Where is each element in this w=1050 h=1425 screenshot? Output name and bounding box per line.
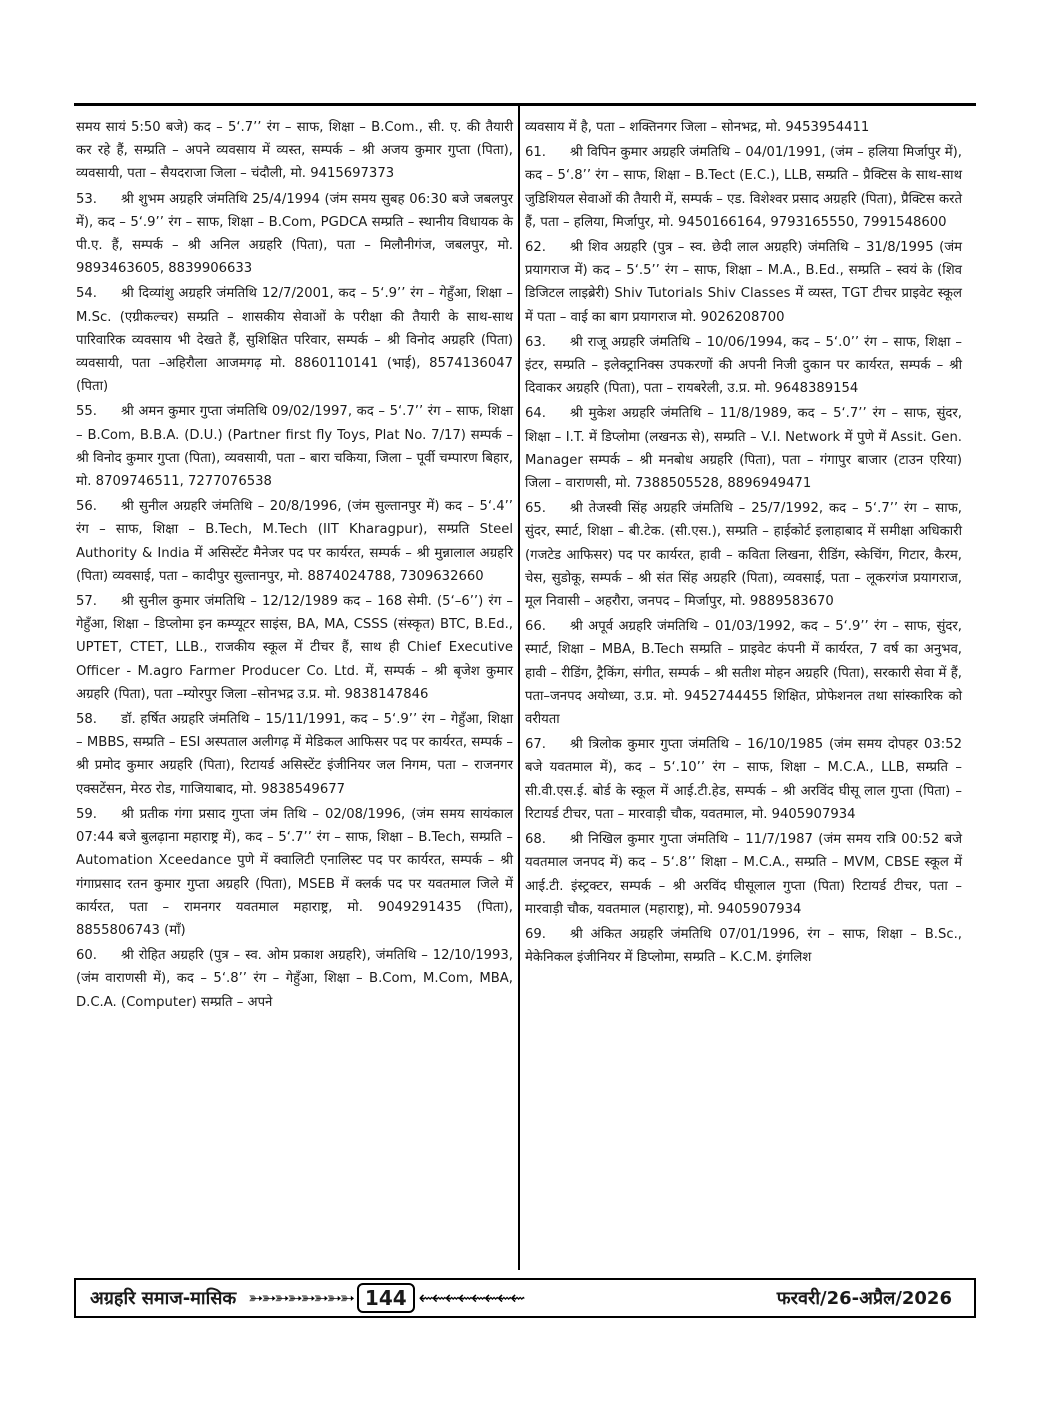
entry-text: श्री मुकेश अग्रहरि जंमतिथि – 11/8/1989, कद – 5‘.7’’ रंग – साफ, सुंदर, शिक्षा – I.T. में डिप्लोमा (लखनऊ से), सम्प्रति – V.I. Network में पुणे में Assit. Gen. Manager सम्पर्क – श्री मनबोध अग्रहरि (पिता), पता – गंगापुर बाजार (टाउन एरिया) जिला – वाराणसी, मो. 7388505528, 8896949471: [525, 406, 962, 492]
entry-text: श्री अंकित अग्रहरि जंमतिथि 07/01/1996, रंग – साफ, शिक्षा – B.Sc., मेकेनिकल इंजीनियर में डिप्लोमा, सम्प्रति – K.C.M. इंगलिश: [525, 926, 962, 966]
matrimonial-entry: [525, 923, 962, 969]
page-number: 144: [357, 1283, 415, 1313]
entry-number: 69.: [525, 926, 546, 942]
matrimonial-entry: [76, 188, 513, 281]
matrimonial-entry: [76, 944, 513, 1014]
entry-text: समय सायं 5:50 बजे) कद – 5‘.7’’ रंग – साफ, शिक्षा – B.Com., सी. ए. की तैयारी कर रहे हैं, सम्प्रति – अपने व्यवसाय में व्यस्त, सम्पर्क – श्री अजय कुमार गुप्ता (पिता), व्यवसायी, पता – सैयदराजा जिला – चंदौली, मो. 9415697373: [76, 120, 513, 182]
entry-text: व्यवसाय में है, पता – शक्तिनगर जिला – सोनभद्र, मो. 9453954411: [525, 120, 870, 135]
arrow-ornament-icon: ⇜⇜⇜⇜⇜⇜⇜⇜: [418, 1287, 524, 1309]
entry-number: 53.: [76, 191, 97, 207]
publication-name: अग्रहरि समाज-मासिक: [90, 1288, 237, 1309]
left-column: [76, 116, 513, 1016]
entry-number: 59.: [76, 806, 97, 822]
entry-number: 66.: [525, 619, 546, 635]
matrimonial-entry: [76, 116, 513, 186]
entry-text: श्री निखिल कुमार गुप्ता जंमतिथि – 11/7/1987 (जंम समय रात्रि 00:52 बजे यवतमाल जनपद में) कद – 5‘.8’’ शिक्षा – M.C.A., सम्प्रति – MVM, CBSE स्कूल में आई.टी. इंस्ट्रक्टर, सम्पर्क – श्री अरविंद घीसूलाल गुप्ता (पिता) रिटायर्ड टीचर, पता – मारवाड़ी चौक, यवतमाल (महाराष्ट्र), मो. 9405907934: [525, 832, 962, 917]
column-divider: [518, 103, 520, 1270]
matrimonial-entry: [76, 495, 513, 588]
matrimonial-entry: [525, 497, 962, 613]
matrimonial-entry: [525, 733, 962, 826]
matrimonial-entry: [525, 615, 962, 731]
entry-number: 58.: [76, 712, 97, 728]
matrimonial-entry: [525, 402, 962, 495]
entry-text: श्री प्रतीक गंगा प्रसाद गुप्ता जंम तिथि – 02/08/1996, (जंम समय सायंकाल 07:44 बजे बुलढ़ाना महाराष्ट्र में), कद – 5‘.7’’ रंग – साफ, शिक्षा – B.Tech, सम्प्रति – Automation Xceedance पुणे में क्वालिटी एनालिस्ट पद पर कार्यरत, सम्पर्क – श्री गंगाप्रसाद रतन कुमार गुप्ता अग्रहरि (पिता), MSEB में क्लर्क पद पर यवतमाल जिले में कार्यरत, पता – रामनगर यवतमाल महाराष्ट्र, मो. 9049291435 (पिता), 8855806743 (माँ): [76, 806, 513, 938]
entry-number: 64.: [525, 406, 546, 422]
top-rule: [74, 103, 976, 106]
entry-text: श्री सुनील अग्रहरि जंमतिथि – 20/8/1996, (जंम सुल्तानपुर में) कद – 5‘.4’’ रंग – साफ, शिक्षा – B.Tech, M.Tech (IIT Kharagpur), सम्प्रति Steel Authority & India में असिस्टेंट मैनेजर पद पर कार्यरत, सम्पर्क – श्री मुन्नालाल अग्रहरि (पिता) व्यवसाई, पता – कादीपुर सुल्तानपुर, मो. 8874024788, 7309632660: [76, 499, 513, 584]
matrimonial-entry: [76, 803, 513, 942]
entry-number: 54.: [76, 286, 97, 302]
entry-text: श्री विपिन कुमार अग्रहरि जंमतिथि – 04/01/1991, (जंम – हलिया मिर्जापुर में), कद – 5‘.8’’ रंग – साफ, शिक्षा – B.Tect (E.C.), LLB, सम्प्रति – प्रैक्टिस के साथ-साथ जुडिशियल सेवाओं की तैयारी में, सम्पर्क – एड. विशेश्वर प्रसाद अग्रहरि (पिता), प्रैक्टिस करते हैं, पता – हलिया, मिर्जापुर, मो. 9450166164, 9793165550, 7991548600: [525, 145, 962, 230]
entry-number: 62.: [525, 240, 546, 256]
matrimonial-entry: [76, 282, 513, 398]
entry-text: श्री रोहित अग्रहरि (पुत्र – स्व. ओम प्रकाश अग्रहरि), जंमतिथि – 12/10/1993, (जंम वाराणसी में), कद – 5‘.8’’ रंग – गेहुँआ, शिक्षा – B.Com, M.Com, MBA, D.C.A. (Computer) सम्प्रति – अपने: [76, 948, 513, 1010]
entry-text: श्री अमन कुमार गुप्ता जंमतिथि 09/02/1997, कद – 5‘.7’’ रंग – साफ, शिक्षा – B.Com, B.B.A. (D.U.) (Partner first fly Toys, Plat No. 7/17) सम्पर्क – श्री विनोद कुमार गुप्ता (पिता), व्यवसायी, पता – बारा चकिया, जिला – पूर्वी चम्पारण बिहार, मो. 8709746511, 7277076538: [76, 404, 513, 490]
entry-text: श्री शुभम अग्रहरि जंमतिथि 25/4/1994 (जंम समय सुबह 06:30 बजे जबलपुर में), कद – 5‘.9’’ रंग – साफ, शिक्षा – B.Com, PGDCA सम्प्रति – स्थानीय विधायक के पी.ए. हैं, सम्पर्क – श्री अनिल अग्रहरि (पिता), पता – मिलौनीगंज, जबलपुर, मो. 9893463605, 8839906633: [76, 191, 513, 277]
magazine-page: [74, 103, 978, 1345]
entry-number: 61.: [525, 145, 546, 161]
entry-number: 57.: [76, 594, 97, 610]
right-column: [525, 116, 962, 971]
entry-number: 56.: [76, 499, 97, 515]
entry-number: 60.: [76, 948, 97, 964]
page-footer: [74, 1278, 976, 1318]
entry-text: श्री अपूर्व अग्रहरि जंमतिथि – 01/03/1992, कद – 5‘.9’’ रंग – साफ, सुंदर, स्मार्ट, शिक्षा – MBA, B.Tech सम्प्रति – प्राइवेट कंपनी में कार्यरत, 7 वर्ष का अनुभव, हावी – रीडिंग, ट्रैकिंग, संगीत, सम्पर्क – श्री सतीश मोहन अग्रहरि (पिता), सरकारी सेवा में हैं, पता–जनपद अयोध्या, उ.प्र. मो. 9452744455 शिक्षित, प्रोफेशनल तथा सांस्कारिक को वरीयता: [525, 619, 962, 728]
matrimonial-entry: [525, 828, 962, 921]
matrimonial-entry: [525, 116, 962, 139]
matrimonial-entry: [525, 236, 962, 329]
entry-text: श्री त्रिलोक कुमार गुप्ता जंमतिथि – 16/10/1985 (जंम समय दोपहर 03:52 बजे यवतमाल में), कद – 5‘.10’’ रंग – साफ, शिक्षा – M.C.A., LLB, सम्प्रति – सी.वी.एस.ई. बोर्ड के स्कूल में आई.टी.हेड, सम्पर्क – श्री अरविंद घीसू लाल गुप्ता (पिता) – रिटायर्ड टीचर, पता – मारवाड़ी चौक, यवतमाल, मो. 9405907934: [525, 737, 962, 822]
entry-text: श्री दिव्यांशु अग्रहरि जंमतिथि 12/7/2001, कद – 5‘.9’’ रंग – गेहुँआ, शिक्षा – M.Sc. (एग्रीकल्चर) सम्प्रति – शासकीय सेवाओं के परीक्षा की तैयारी के साथ-साथ पारिवारिक व्यवसाय भी देखते हैं, सुशिक्षित परिवार, सम्पर्क – श्री विनोद अग्रहरि (पिता) व्यवसायी, पता –अहिरौला आजमगढ़ मो. 8860110141 (भाई), 8574136047 (पिता): [76, 286, 513, 395]
entry-text: श्री सुनील कुमार जंमतिथि – 12/12/1989 कद – 168 सेमी. (5‘–6’’) रंग – गेहुँआ, शिक्षा – डिप्लोमा इन कम्प्यूटर साइंस, BA, MA, CSSS (संस्कृत) BTC, B.Ed., UPTET, CTET, LLB., राजकीय स्कूल में टीचर हैं, साथ ही Chief Executive Officer - M.agro Farmer Producer Co. Ltd. में, सम्पर्क – श्री बृजेश कुमार अग्रहरि (पिता), पता –म्योरपुर जिला –सोनभद्र उ.प्र. मो. 9838147846: [76, 594, 513, 702]
matrimonial-entry: [76, 400, 513, 493]
entry-text: श्री राजू अग्रहरि जंमतिथि – 10/06/1994, कद – 5‘.0’’ रंग – साफ, शिक्षा – इंटर, सम्प्रति – इलेक्ट्रानिक्स उपकरणों की अपनी निजी दुकान पर कार्यरत, सम्पर्क – श्री दिवाकर अग्रहरि (पिता), पता – रायबरेली, उ.प्र. मो. 9648389154: [525, 334, 962, 397]
entry-number: 63.: [525, 334, 546, 350]
matrimonial-entry: [76, 708, 513, 801]
entry-text: श्री तेजस्वी सिंह अग्रहरि जंमतिथि – 25/7/1992, कद – 5‘.7’’ रंग – साफ, सुंदर, स्मार्ट, शिक्षा – बी.टेक. (सी.एस.), सम्प्रति – हाईकोर्ट इलाहाबाद में समीक्षा अधिकारी (गजटेड आफिसर) पद पर कार्यरत, हावी – कविता लिखना, रीडिंग, स्केचिंग, गिटार, कैरम, चेस, सुडोकू, सम्पर्क – श्री संत सिंह अग्रहरि (पिता), व्यवसाई, पता – लूकरगंज प्रयागराज, मूल निवासी – अहरौरा, जनपद – मिर्जापुर, मो. 9889583670: [525, 501, 962, 610]
arrow-ornament-icon: ➳➳➳➳➳➳➳➳: [248, 1287, 353, 1309]
entry-number: 65.: [525, 501, 546, 517]
entry-text: डॉ. हर्षित अग्रहरि जंमतिथि – 15/11/1991, कद – 5‘.9’’ रंग – गेहुँआ, शिक्षा – MBBS, सम्प्रति – ESI अस्पताल अलीगढ़ में मेडिकल आफिसर पद पर कार्यरत, सम्पर्क – श्री प्रमोद कुमार अग्रहरि (पिता), रिटायर्ड असिस्टेंट इंजीनियर जल निगम, पता – राजनगर एक्सटेंसन, मेरठ रोड, गाजियाबाद, मो. 9838549677: [76, 712, 513, 797]
entry-text: श्री शिव अग्रहरि (पुत्र – स्व. छेदी लाल अग्रहरि) जंमतिथि – 31/8/1995 (जंम प्रयागराज में) कद – 5‘.5’’ रंग – साफ, शिक्षा – M.A., B.Ed., सम्प्रति – स्वयं के (शिव डिजिटल लाइब्रेरी) Shiv Tutorials Shiv Classes में व्यस्त, TGT टीचर प्राइवेट स्कूल में पता – वाई का बाग प्रयागराज मो. 9026208700: [525, 240, 962, 325]
matrimonial-entry: [525, 141, 962, 234]
matrimonial-entry: [525, 331, 962, 401]
entry-number: 55.: [76, 404, 97, 420]
entry-number: 67.: [525, 737, 546, 753]
matrimonial-entry: [76, 590, 513, 706]
issue-date: फरवरी/26-अप्रैल/2026: [776, 1288, 952, 1309]
entry-number: 68.: [525, 832, 546, 848]
